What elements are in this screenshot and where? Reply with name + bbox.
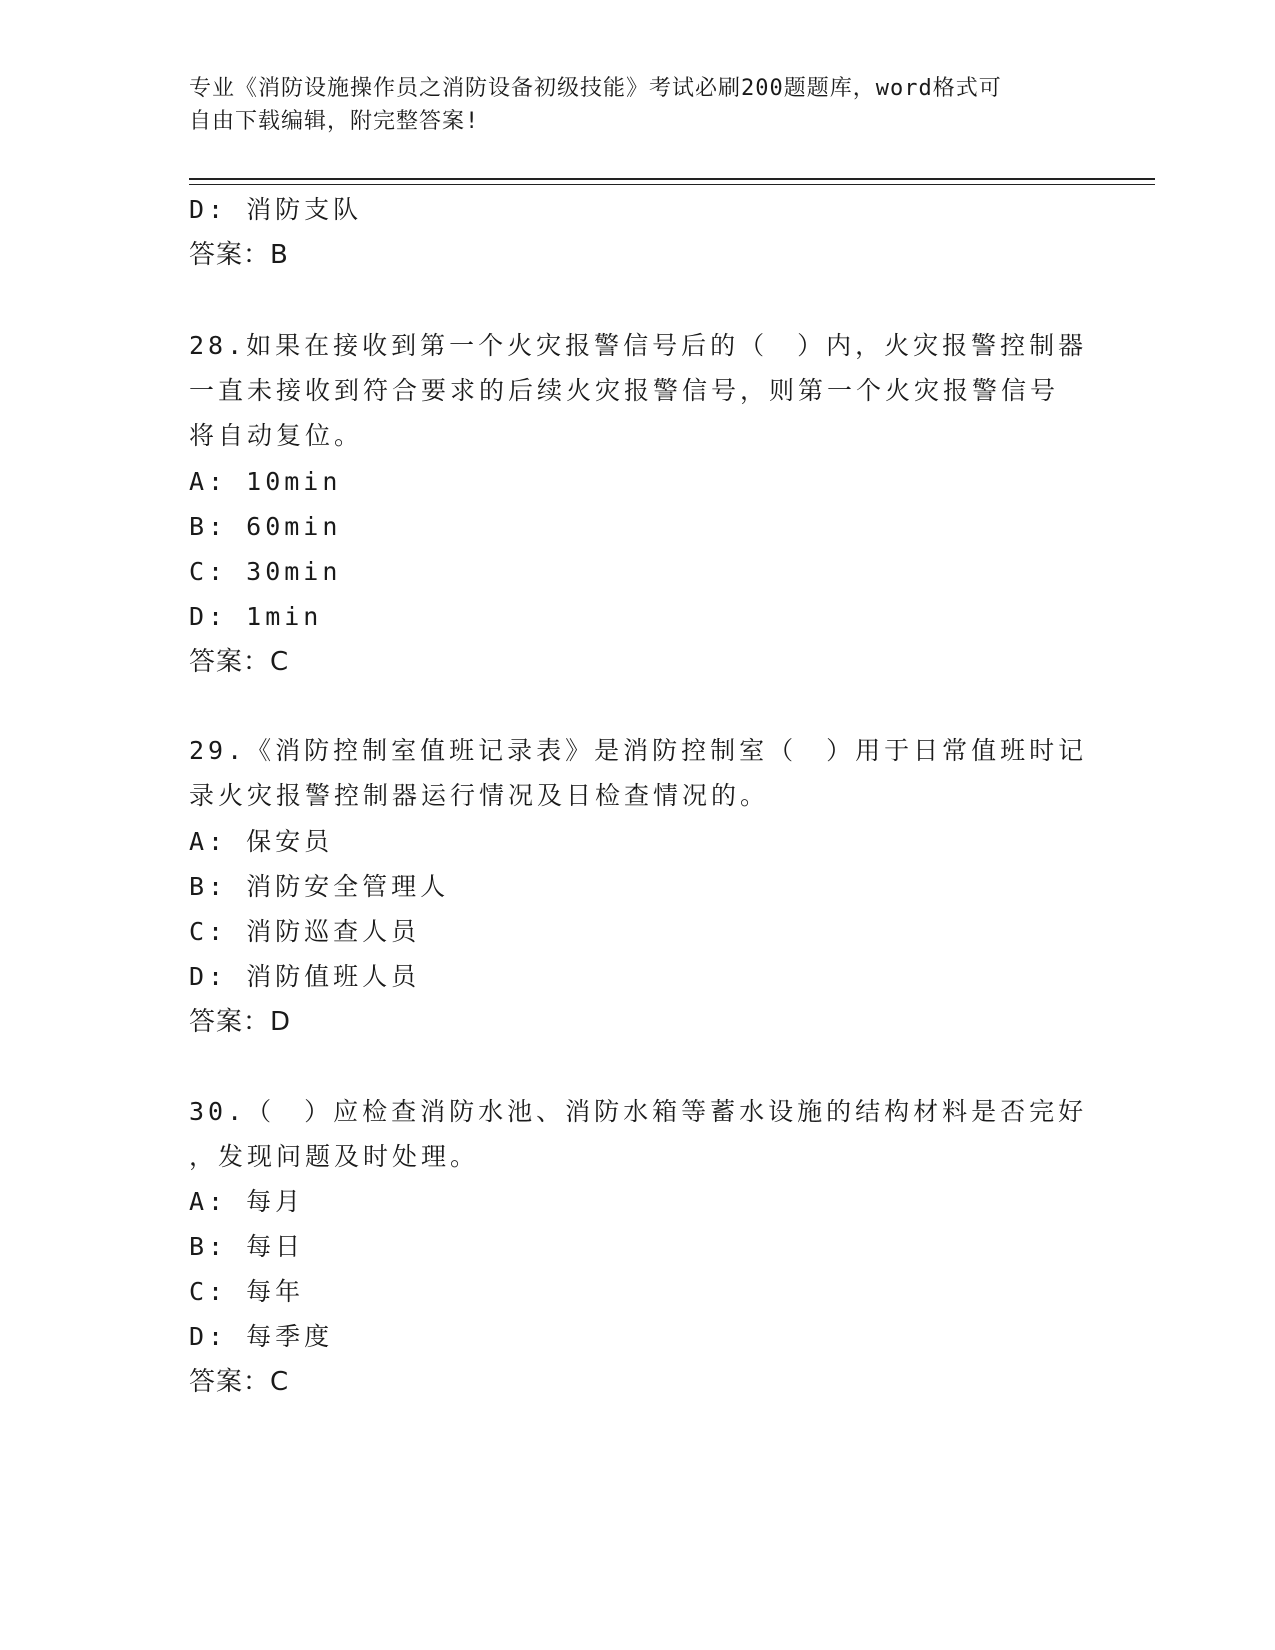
q28-text-line-2: 一直未接收到符合要求的后续火灾报警信号，则第一个火灾报警信号 bbox=[189, 376, 1060, 405]
q30-option-a: A: 每月 bbox=[189, 1187, 305, 1216]
q28-text-line-3: 将自动复位。 bbox=[189, 421, 364, 450]
q30-option-b: B: 每日 bbox=[189, 1232, 305, 1261]
q29-option-c: C: 消防巡查人员 bbox=[189, 917, 421, 946]
header-line-2: 自由下载编辑，附完整答案! bbox=[189, 109, 480, 134]
q30-text-line-1: 30.（ ）应检查消防水池、消防水箱等蓄水设施的结构材料是否完好 bbox=[189, 1097, 1088, 1126]
header-line-1: 专业《消防设施操作员之消防设备初级技能》考试必刷200题题库，word格式可 bbox=[189, 76, 1002, 101]
header-rule-thin bbox=[189, 184, 1155, 185]
q29-option-a: A: 保安员 bbox=[189, 827, 334, 856]
q29-answer: 答案：D bbox=[189, 1007, 292, 1037]
q29-text-line-1: 29.《消防控制室值班记录表》是消防控制室（ ）用于日常值班时记 bbox=[189, 736, 1088, 765]
q30-option-d: D: 每季度 bbox=[189, 1322, 334, 1351]
q30-answer: 答案：C bbox=[189, 1367, 290, 1397]
q30-text-line-2: ，发现问题及时处理。 bbox=[189, 1142, 480, 1171]
q28-option-c: C: 30min bbox=[189, 557, 342, 586]
q28-answer: 答案：C bbox=[189, 647, 290, 677]
q29-text-line-2: 录火灾报警控制器运行情况及日检查情况的。 bbox=[189, 781, 770, 810]
q29-option-b: B: 消防安全管理人 bbox=[189, 872, 450, 901]
q30-option-c: C: 每年 bbox=[189, 1277, 305, 1306]
prev-option-d: D: 消防支队 bbox=[189, 195, 363, 224]
document-header bbox=[189, 72, 1069, 138]
q28-text-line-1: 28.如果在接收到第一个火灾报警信号后的（ ）内，火灾报警控制器 bbox=[189, 331, 1088, 360]
header-rule-thick bbox=[189, 178, 1155, 180]
q28-option-b: B: 60min bbox=[189, 512, 342, 541]
prev-answer: 答案：B bbox=[189, 240, 289, 270]
q28-option-a: A: 10min bbox=[189, 467, 342, 496]
q28-option-d: D: 1min bbox=[189, 602, 323, 631]
q29-option-d: D: 消防值班人员 bbox=[189, 962, 421, 991]
